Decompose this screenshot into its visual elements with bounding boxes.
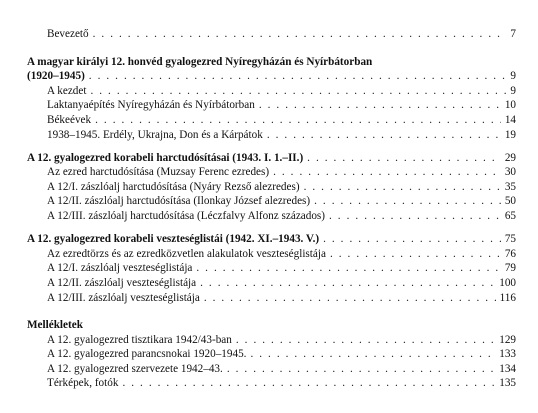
dot-leader — [95, 113, 501, 128]
toc-appendix-heading — [27, 318, 516, 333]
toc-entry-page: 7 — [510, 28, 516, 40]
toc-entry — [27, 84, 516, 99]
toc-entry — [27, 165, 516, 180]
dot-leader — [267, 128, 501, 143]
dot-leader — [329, 209, 501, 224]
toc-entry-page: 65 — [504, 210, 516, 223]
toc-entry-title: A 12. gyalogezred tisztikara 1942/43-ban — [47, 333, 232, 346]
dot-leader — [89, 69, 507, 84]
toc-entry-page: 134 — [499, 362, 516, 375]
toc-entry-page: 79 — [504, 262, 516, 275]
toc-section-2-heading — [27, 151, 516, 166]
toc-entry — [27, 194, 516, 209]
toc-entry — [27, 209, 516, 224]
dot-leader — [90, 84, 506, 99]
toc-entry — [27, 128, 516, 143]
toc-entry-title: Az ezred harctudósítása (Muzsay Ferenc ezredes) — [47, 166, 270, 179]
dot-leader — [93, 27, 507, 42]
toc-section-page: 29 — [504, 151, 516, 164]
toc-section-page: 75 — [504, 233, 516, 246]
dot-leader — [273, 165, 501, 180]
toc-entry-title: A 12/II. zászlóalj harctudósítása (Ilonkay József alezredes) — [47, 195, 311, 208]
toc-entry-title: Térképek, fotók — [47, 377, 119, 390]
toc-entry-page: 10 — [504, 99, 516, 112]
toc-section-page: 9 — [510, 70, 516, 83]
table-of-contents — [27, 27, 516, 391]
toc-entry-page: 50 — [504, 195, 516, 208]
toc-entry-intro — [27, 27, 516, 42]
toc-entry-page: 14 — [504, 113, 516, 126]
toc-entry — [27, 347, 516, 362]
toc-entry-page: 100 — [499, 276, 516, 289]
toc-entry-title: A 12/II. zászlóalj veszteséglistája — [47, 276, 197, 289]
toc-entry-page: 133 — [499, 348, 516, 361]
toc-section-title: Mellékletek — [27, 319, 83, 332]
toc-entry-title: A 12. gyalogezred szervezete 1942–43. — [47, 362, 223, 375]
toc-entry-page: 135 — [499, 377, 516, 390]
toc-entry-title: 1938–1945. Erdély, Ukrajna, Don és a Kárpátok — [47, 128, 263, 141]
dot-leader — [122, 376, 495, 391]
toc-entry-page: 9 — [510, 84, 516, 97]
toc-entry-title: Bevezető — [47, 28, 89, 40]
toc-entry — [27, 333, 516, 348]
toc-entry — [27, 376, 516, 391]
toc-entry-title: Békeévek — [47, 113, 92, 126]
toc-section-1-heading-cont — [27, 69, 516, 84]
toc-section-title: (1920–1945) — [27, 70, 85, 83]
toc-section-1-heading — [27, 55, 516, 70]
toc-entry-title: A 12/III. zászlóalj veszteséglistája — [47, 291, 200, 304]
toc-entry-page: 116 — [499, 291, 516, 304]
toc-entry — [27, 276, 516, 291]
toc-entry — [27, 362, 516, 377]
toc-entry — [27, 180, 516, 195]
toc-entry — [27, 113, 516, 128]
toc-entry — [27, 291, 516, 306]
toc-entry-page: 30 — [504, 166, 516, 179]
toc-entry-title: Laktanyaépítés Nyíregyházán és Nyírbátorban — [47, 99, 255, 112]
toc-entry-title: A 12/I. zászlóalj harctudósítása (Nyáry Rezső alezredes) — [47, 180, 300, 193]
toc-entry-page: 76 — [504, 247, 516, 260]
toc-section-title: A magyar királyi 12. honvéd gyalogezred Nyíregyházán és Nyírbátorban — [27, 55, 373, 68]
toc-section-3-heading — [27, 232, 516, 247]
dot-leader — [330, 247, 501, 262]
dot-leader — [307, 151, 501, 166]
dot-leader — [227, 362, 495, 377]
dot-leader — [314, 194, 501, 209]
toc-section-title: A 12. gyalogezred korabeli veszteséglistái (1942. XI.–1943. V.) — [27, 233, 320, 246]
dot-leader — [323, 232, 501, 247]
dot-leader — [200, 276, 495, 291]
toc-entry — [27, 247, 516, 262]
toc-entry-page: 129 — [499, 333, 516, 346]
toc-entry — [27, 261, 516, 276]
toc-entry — [27, 98, 516, 113]
dot-leader — [196, 261, 500, 276]
toc-entry-page: 19 — [504, 128, 516, 141]
toc-section-title: A 12. gyalogezred korabeli harctudósításai (1943. I. 1.–II.) — [27, 151, 304, 164]
dot-leader — [236, 333, 495, 348]
dot-leader — [204, 291, 496, 306]
toc-entry-title: A 12. gyalogezred parancsnokai 1920–1945. — [47, 348, 247, 361]
dot-leader — [259, 98, 501, 113]
toc-entry-title: A 12/III. zászlóalj harctudósítása (Léczfalvy Alfonz százados) — [47, 210, 326, 223]
toc-entry-title: A 12/I. zászlóalj veszteséglistája — [47, 262, 193, 275]
toc-entry-page: 35 — [504, 180, 516, 193]
toc-entry-title: A kezdet — [47, 84, 87, 97]
dot-leader — [250, 347, 495, 362]
toc-entry-title: Az ezredtörzs és az ezredközvetlen alakulatok veszteséglistája — [47, 247, 326, 260]
dot-leader — [304, 180, 501, 195]
